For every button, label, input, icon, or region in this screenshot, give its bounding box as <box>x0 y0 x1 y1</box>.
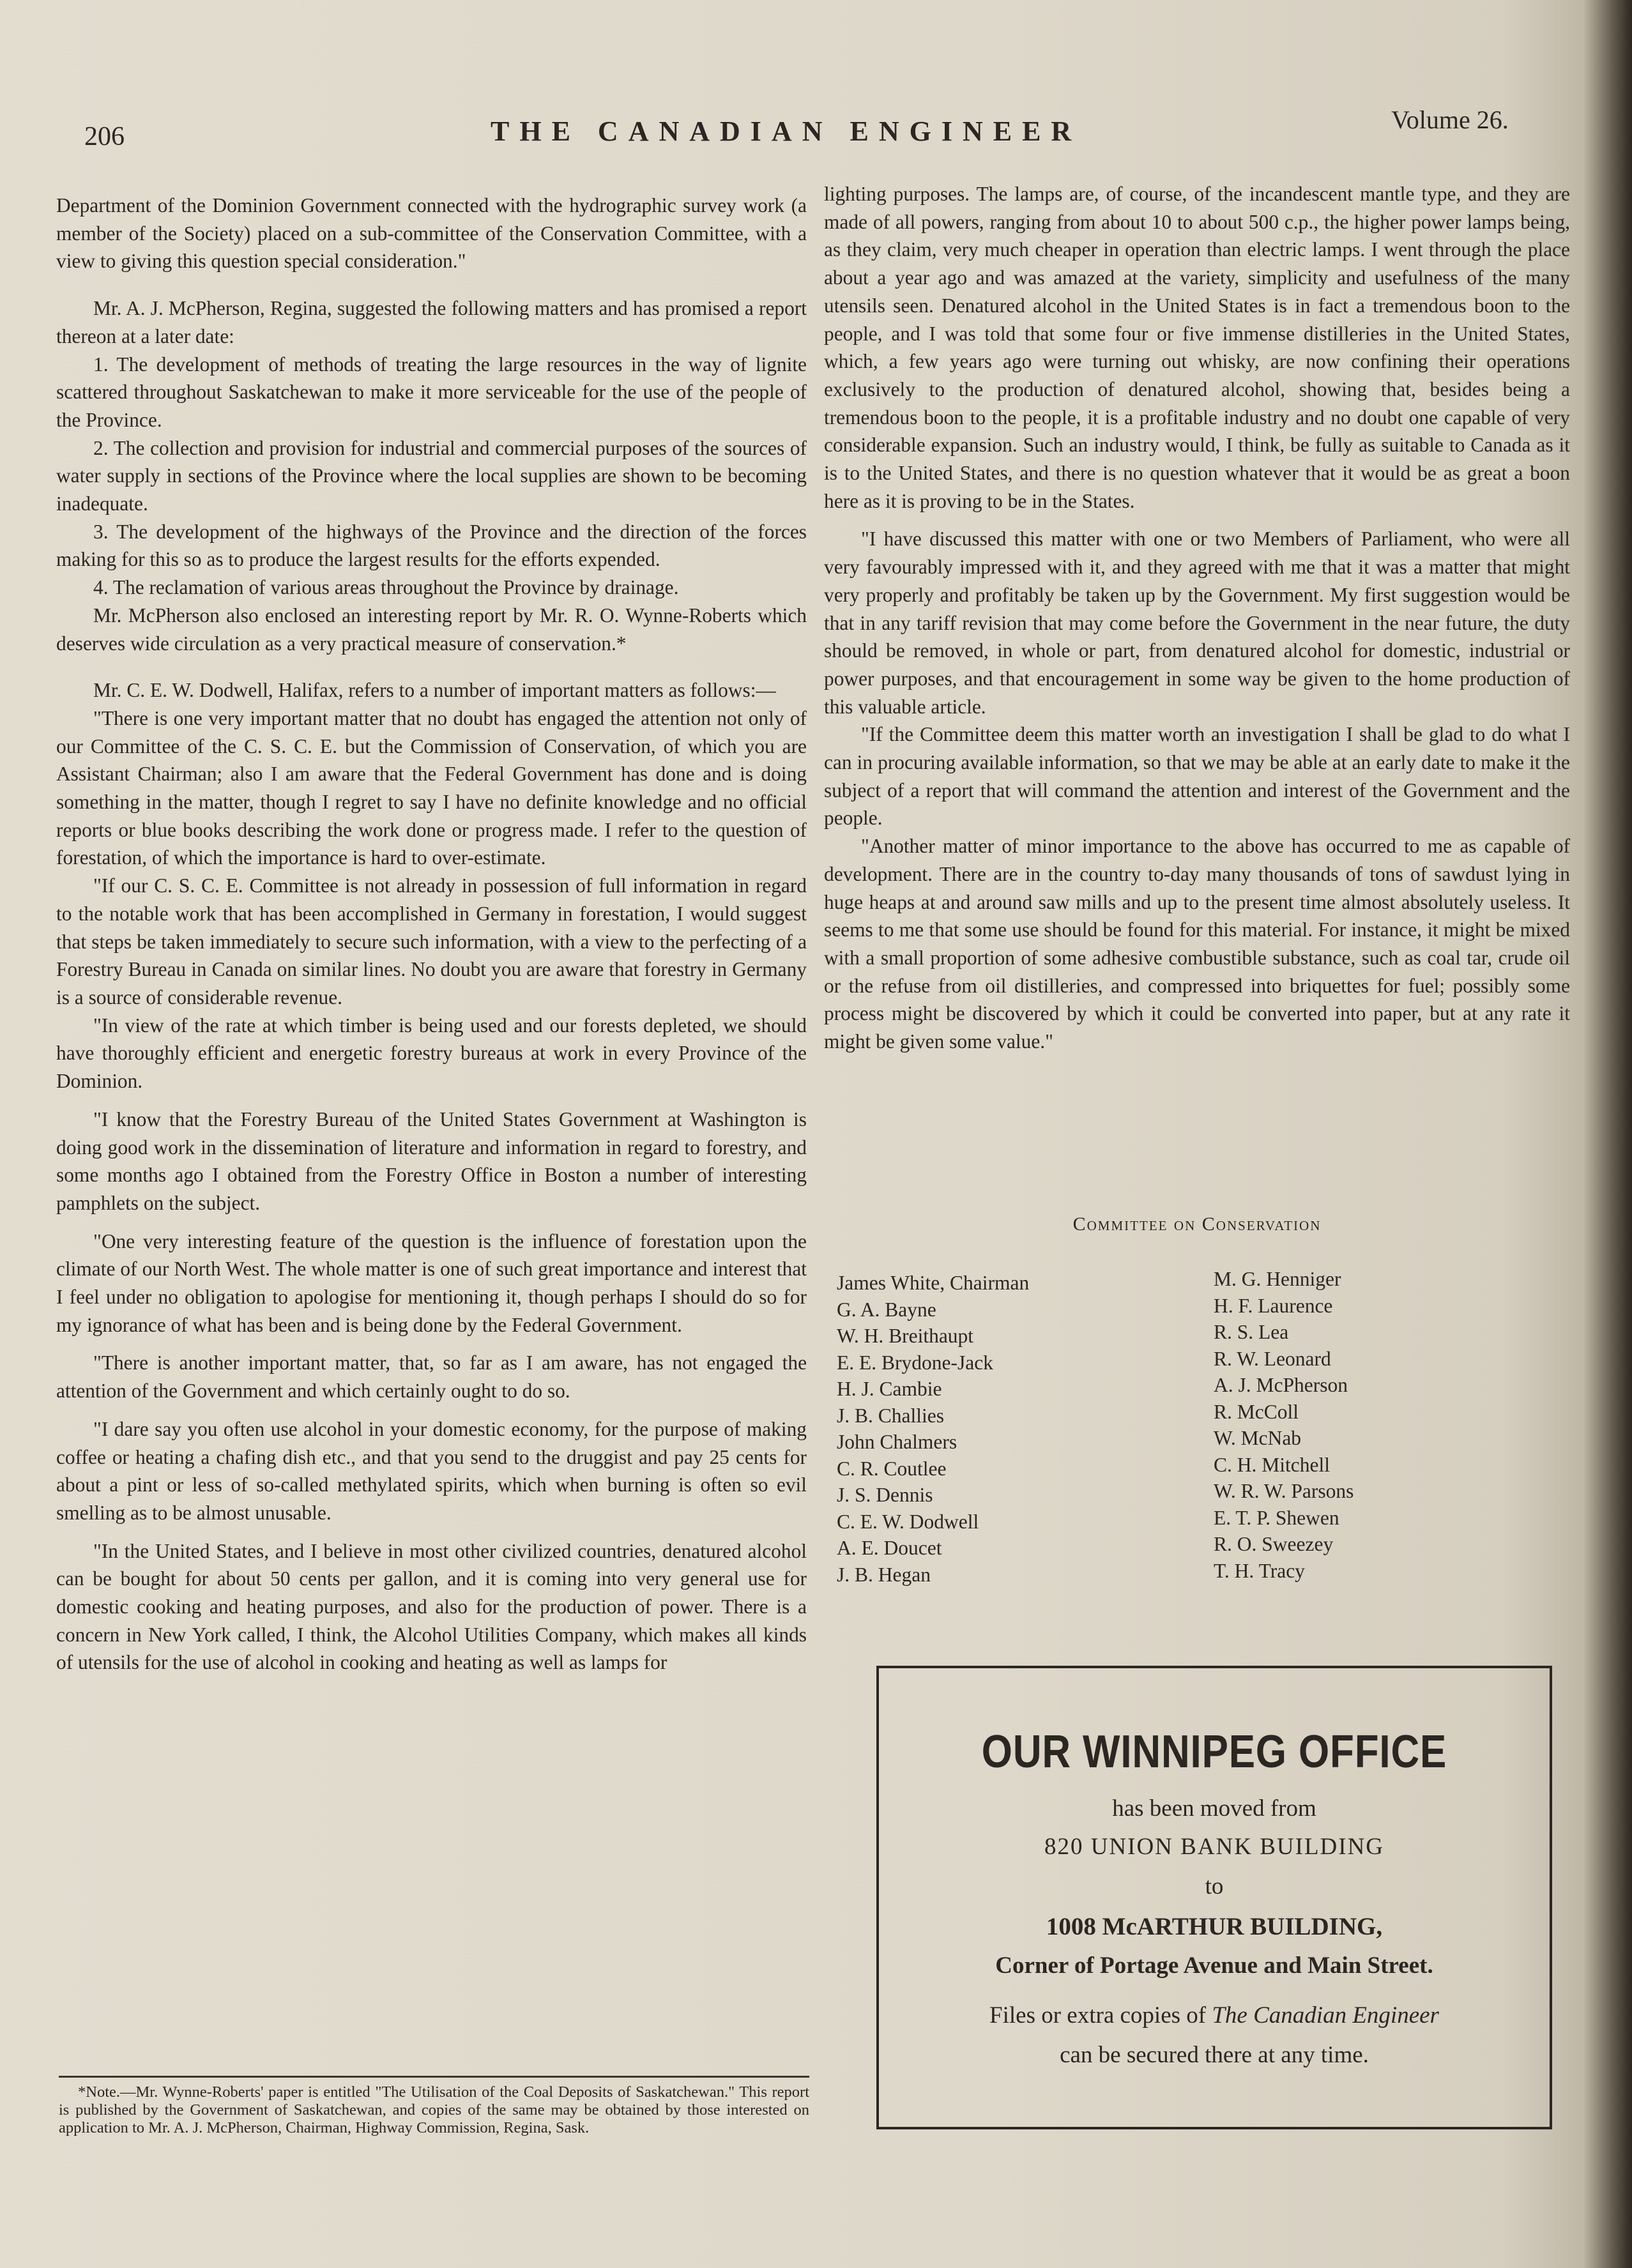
ad-line <box>879 2002 1550 2029</box>
footnote <box>59 2083 809 2137</box>
committee-member: R. W. Leonard <box>1214 1347 1331 1370</box>
ad-line: to <box>1205 1873 1224 1899</box>
paragraph: "If our C. S. C. E. Committee is not already in possession of full information in regard to the notable work that has been accomplished in Germany in forestation, I would suggest that steps be taken immediately to secure such information, with a view to the perfecting of a Forestry Bureau in Canada on similar lines. No doubt you are aware that forestry in Germany is a source of considerable revenue. <box>56 874 807 1008</box>
ad-line: 1008 McARTHUR BUILDING, <box>1046 1913 1383 1940</box>
committee-member: H. F. Laurence <box>1214 1294 1333 1317</box>
committee-member: E. E. Brydone-Jack <box>837 1351 993 1374</box>
left-column <box>56 192 807 1677</box>
paragraph: "Another matter of minor importance to the above has occurred to me as capable of development. There are in the country to-day many thousands of tons of sawdust lying in huge heaps at and around saw mills and up to the present time almost absolutely useless. It seems to me that some use should be found for this material. For instance, it might be mixed with a small proportion of some adhesive combustible substance, such as coal tar, crude oil or the refuse from oil distilleries, and compressed into briquettes for fuel; possibly some process might be discovered by which it could be converted into paper, but at any rate it might be given some value." <box>824 835 1570 1053</box>
committee-member: E. T. P. Shewen <box>1214 1506 1339 1529</box>
committee-member: J. S. Dennis <box>837 1484 933 1506</box>
footnote-text: *Note.—Mr. Wynne-Roberts' paper is entitled "The Utilisation of the Coal Deposits of Saskatchewan." This report is published by the Government of Saskatchewan, and copies of the same may be obtained by those interested on application to Mr. A. J. McPherson, Chairman, Highway Commission, Regina, Sask. <box>59 2083 809 2136</box>
committee-names-left <box>837 1270 1029 1588</box>
paragraph: Mr. C. E. W. Dodwell, Halifax, refers to a number of important matters as follows:— <box>93 679 776 702</box>
committee-member: J. B. Hegan <box>837 1563 931 1586</box>
committee-member: C. H. Mitchell <box>1214 1453 1330 1476</box>
committee-member: J. B. Challies <box>837 1404 945 1427</box>
committee-member: R. McColl <box>1214 1400 1299 1423</box>
list-item: 3. The development of the highways of the Province and the direction of the forces making for this so as to produce the largest results for the efforts expended. <box>56 520 807 571</box>
right-column <box>824 180 1570 1056</box>
committee-member: H. J. Cambie <box>837 1378 942 1400</box>
committee-member: R. O. Sweezey <box>1214 1533 1334 1555</box>
page-number: 206 <box>84 122 125 151</box>
list-item: 1. The development of methods of treating the large resources in the way of lignite scattered throughout Saskatchewan to make it more serviceable for the use of the people of the Province. <box>56 353 807 431</box>
journal-title: THE CANADIAN ENGINEER <box>491 116 1082 147</box>
committee-member: James White, Chairman <box>837 1272 1030 1294</box>
committee-member: W. H. Breithaupt <box>837 1325 974 1347</box>
committee-member: A. E. Doucet <box>837 1537 942 1559</box>
paragraph: "I have discussed this matter with one or two Members of Parliament, who were all very favourably impressed with it, and they agreed with me that it was a matter that might very properly and profitably be taken up by the Government. My first suggestion would be that in any tariff revision that may come before the Government in the near future, the duty should be removed, in whole or part, from denatured alcohol for domestic, industrial or power purposes, and that encouragement in some way be given to the home production of this valuable article. <box>824 528 1570 718</box>
committee-member: W. McNab <box>1214 1427 1302 1449</box>
footnote-divider <box>59 2076 809 2078</box>
committee-member: W. R. W. Parsons <box>1214 1480 1354 1502</box>
paragraph: Mr. A. J. McPherson, Regina, suggested the following matters and has promised a report thereon at a later date: <box>56 297 807 347</box>
paragraph: "In view of the rate at which timber is being used and our forests depleted, we should have thoroughly efficient and energetic forestry bureaus at work in every Province of the Dominion. <box>56 1014 807 1093</box>
committee-member: R. S. Lea <box>1214 1321 1289 1343</box>
volume-label: Volume 26. <box>1391 105 1509 134</box>
committee-member: G. A. Bayne <box>837 1298 936 1321</box>
committee-member: John Chalmers <box>837 1431 957 1453</box>
paragraph: "If the Committee deem this matter worth an investigation I shall be glad to do what I can in procuring available information, so that we may be able at an early date to make it the subject of a report that will command the attention and interest of the Government and the people. <box>824 723 1570 830</box>
advertisement-box <box>876 1666 1552 2129</box>
paragraph: "I know that the Forestry Bureau of the United States Government at Washington is doing good work in the dissemination of literature and information in regard to forestry, and some months ago I obtained from the Forestry Office in Boston a number of interesting pamphlets on the subject. <box>56 1107 807 1214</box>
committee-names-right <box>1214 1266 1354 1584</box>
committee-heading: Committee on Conservation <box>1072 1214 1322 1235</box>
ad-text: Files or extra copies of <box>989 2002 1212 2028</box>
ad-line: has been moved from <box>1112 1795 1316 1822</box>
list-item: 4. The reclamation of various areas throughout the Province by drainage. <box>93 576 679 599</box>
paragraph: "One very interesting feature of the question is the influence of forestation upon the climate of our North West. The whole matter is one of such great importance and interest that I feel under no obligation to apologise for mentioning it, though perhaps I should do so for my ignorance of what has been and is being done by the Federal Government. <box>56 1229 807 1336</box>
committee-member: T. H. Tracy <box>1214 1559 1305 1582</box>
paragraph: "There is one very important matter that no doubt has engaged the attention not only of our Committee of the C. S. C. E. but the Commission of Conservation, of which you are Assistant Chairman; also I am aware that the Federal Government has done and is doing something in the matter, though I regret to say I have no definite knowledge and no official reports or blue books describing the work done or progress made. I refer to the question of forestation, of which the importance is hard to over-estimate. <box>56 706 807 869</box>
committee-member: C. E. W. Dodwell <box>837 1510 979 1533</box>
page-header <box>0 102 1632 151</box>
ad-line: can be secured there at any time. <box>1060 2042 1369 2068</box>
paragraph: "I dare say you often use alcohol in your domestic economy, for the purpose of making coffee or heating a chafing dish etc., and that you send to the druggist and pay 25 cents for about a pint or less of so-called methylated spirits, which when burning is often so evil smelling as to be almost unusable. <box>56 1417 807 1524</box>
paragraph: Department of the Dominion Government connected with the hydrographic survey work (a member of the Society) placed on a sub-committee of the Conservation Committee, with a view to giving this question special consideration." <box>56 194 807 273</box>
committee-member: M. G. Henniger <box>1214 1268 1341 1290</box>
ad-line: 820 UNION BANK BUILDING <box>1044 1834 1385 1860</box>
ad-journal-name: The Canadian Engineer <box>1212 2002 1439 2028</box>
paragraph: "In the United States, and I believe in most other civilized countries, denatured alcohol can be bought for about 50 cents per gallon, and it is coming into very general use for domestic cooking and heating purposes, and also for the production of power. There is a concern in New York called, I think, the Alcohol Utilities Company, which makes all kinds of utensils for the use of alcohol in cooking and heating as well as lamps for <box>56 1539 807 1674</box>
ad-line: Corner of Portage Avenue and Main Street. <box>995 1952 1433 1979</box>
ad-title: OUR WINNIPEG OFFICE <box>981 1726 1447 1777</box>
paragraph: "There is another important matter, that, so far as I am aware, has not engaged the attention of the Government and which certainly ought to do so. <box>56 1351 807 1403</box>
paragraph: lighting purposes. The lamps are, of course, of the incandescent mantle type, and they are made of all powers, ranging from about 10 to about 500 c.p., the higher power lamps being, as they claim, very much cheaper in operation than electric lamps. I went through the place about a year ago and was amazed at the variety, simplicity and usefulness of the many utensils seen. Denatured alcohol in the United States is in fact a tremendous boon to the people, and I was told that some four or five immense distilleries in the United States, which, a few years ago were turning out whisky, are now confining their operations exclusively to the production of denatured alcohol, showing that, besides being a tremendous boon to the people, it is a profitable industry and no doubt one capable of very considerable expansion. Such an industry would, I think, be fully as suitable to Canada as it is to the United States, and there is no question whatever that it would be as great a boon here as it is proving to be in the States. <box>824 183 1570 512</box>
committee-member: C. R. Coutlee <box>837 1457 947 1480</box>
paragraph: Mr. McPherson also enclosed an interesting report by Mr. R. O. Wynne-Roberts which deserves wide circulation as a very practical measure of conservation.* <box>56 604 807 655</box>
list-item: 2. The collection and provision for industrial and commercial purposes of the sources of water supply in sections of the Province where the local supplies are shown to be becoming inadequate. <box>56 436 807 515</box>
committee-member: A. J. McPherson <box>1214 1374 1348 1396</box>
